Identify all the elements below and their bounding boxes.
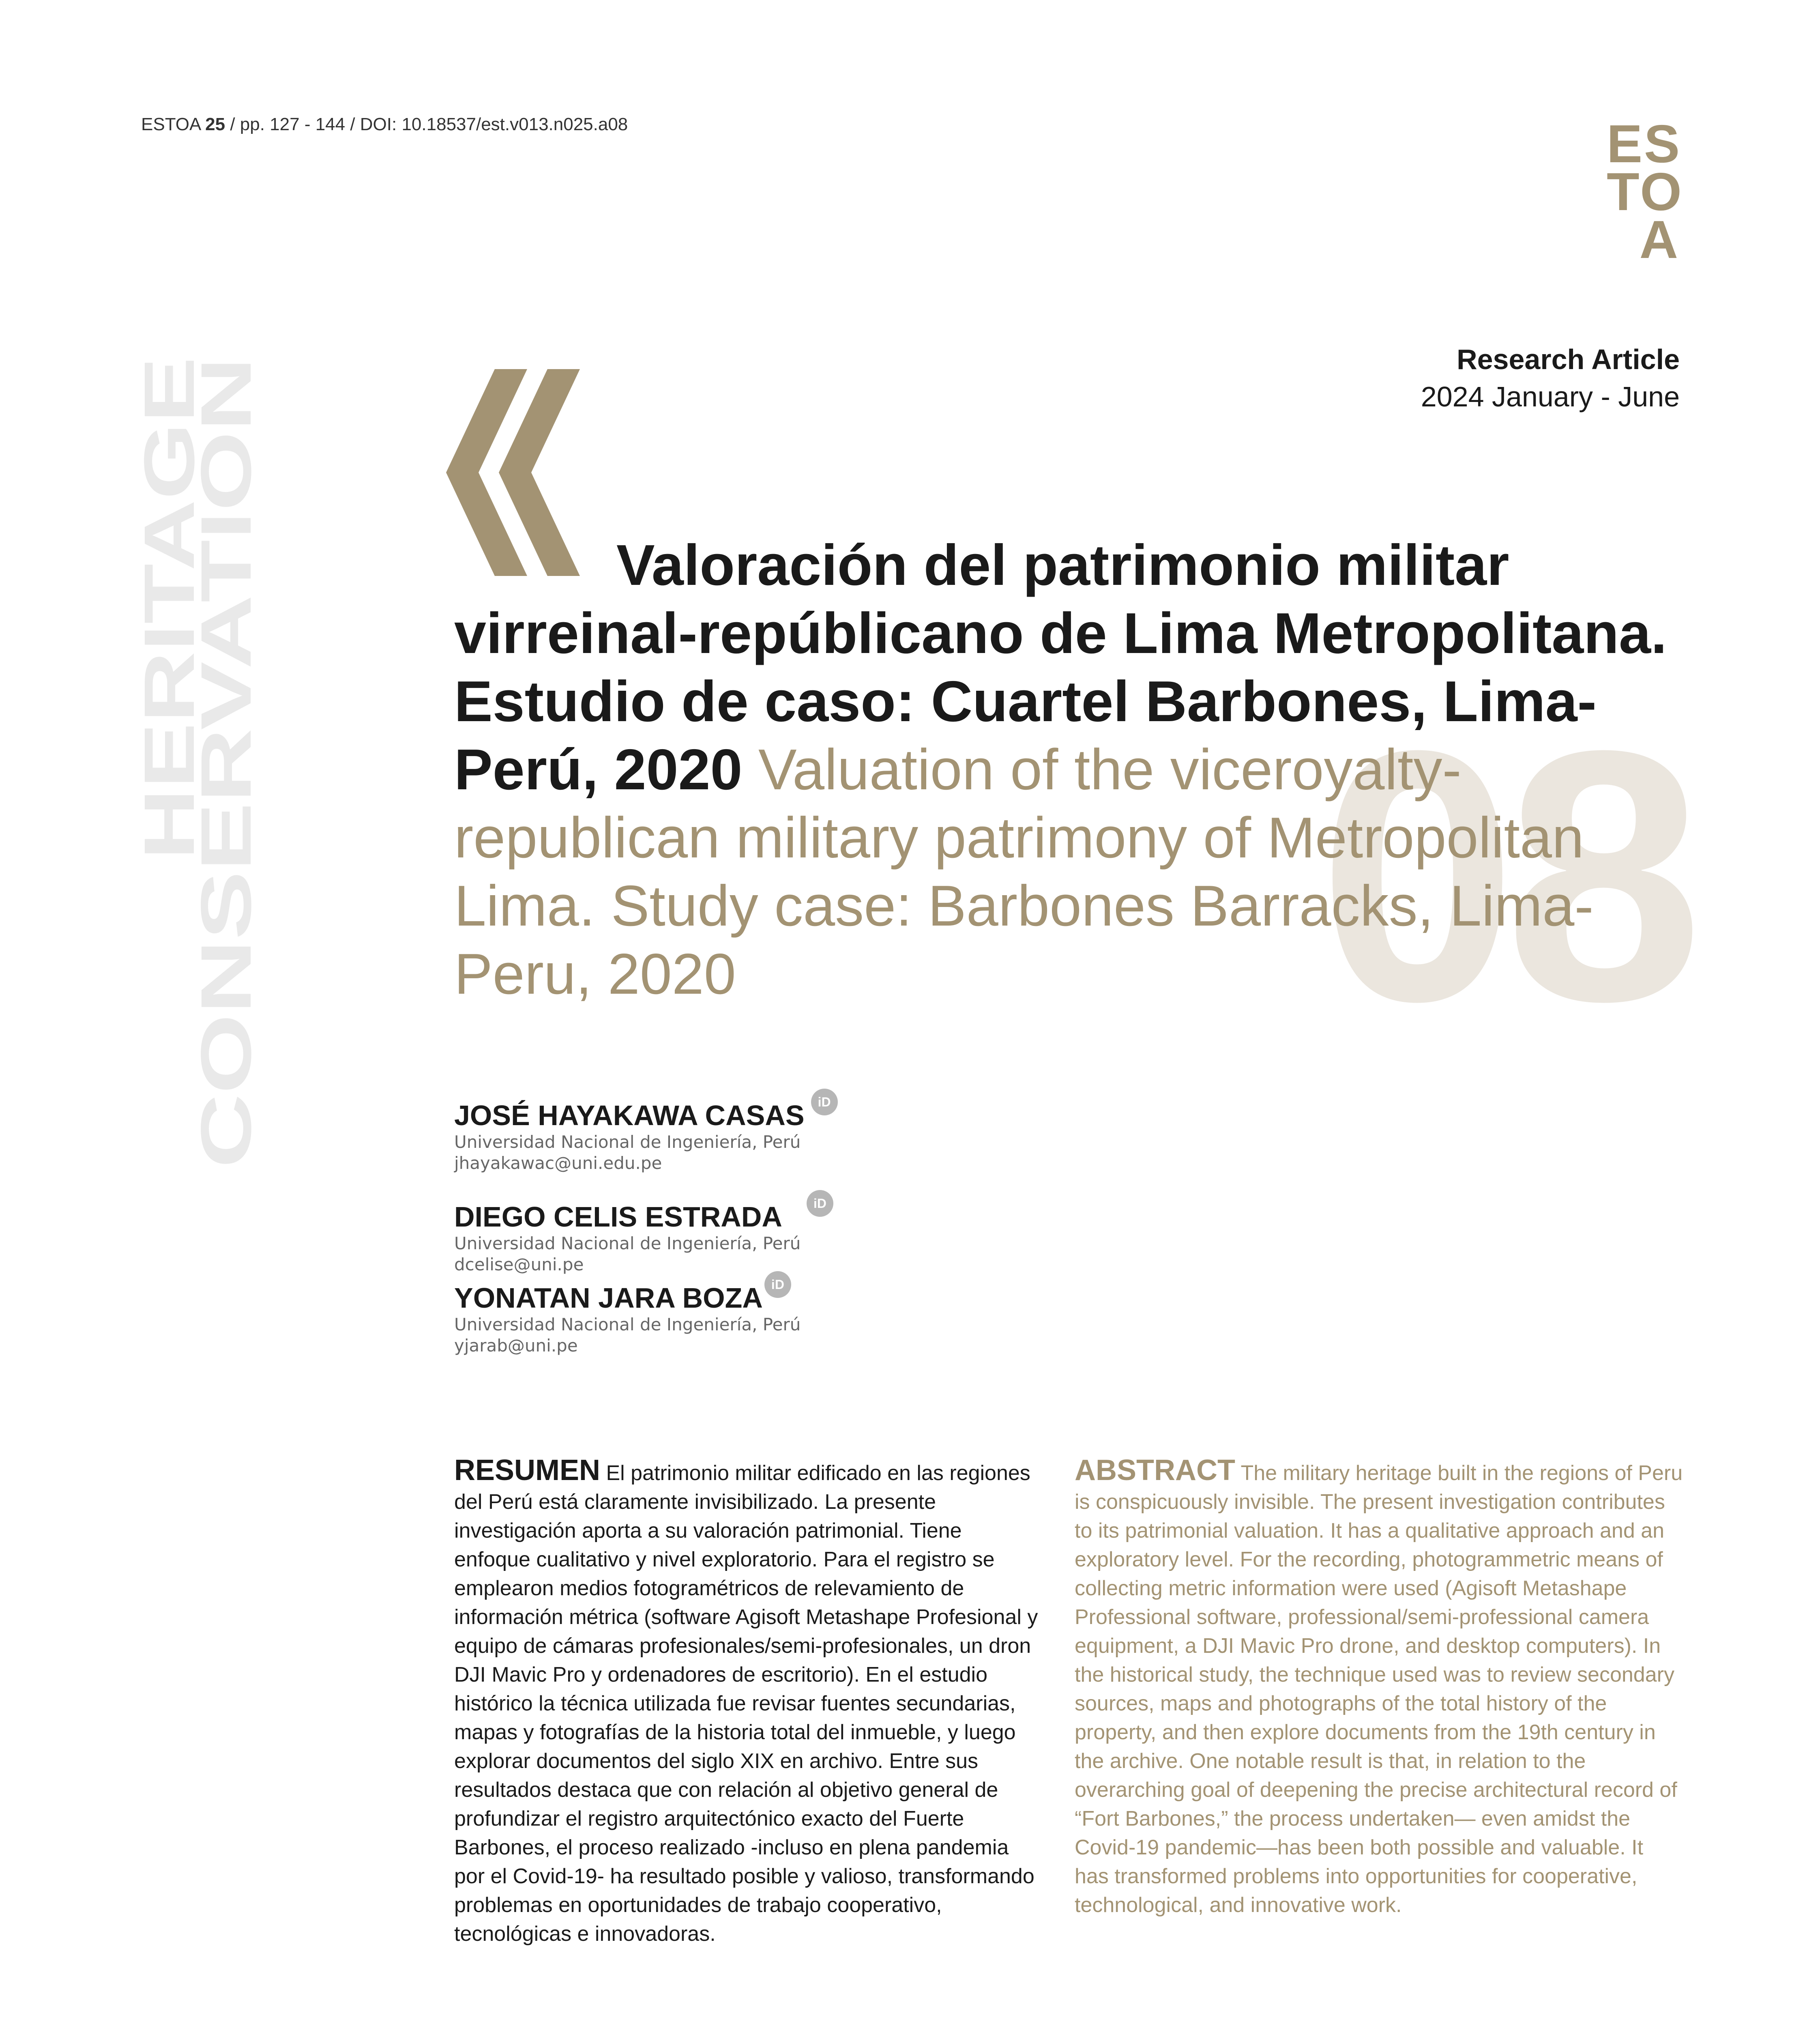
author-affiliation: Universidad Nacional de Ingeniería, Perú bbox=[454, 1315, 801, 1334]
article-title bbox=[454, 531, 1711, 1008]
logo-line: TO bbox=[1607, 162, 1683, 221]
orcid-icon[interactable]: iD bbox=[807, 1190, 833, 1217]
author-block bbox=[454, 1277, 981, 1356]
resumen-block bbox=[454, 1456, 1042, 1949]
logo-line: ES bbox=[1607, 114, 1682, 174]
estoa-logo bbox=[1607, 114, 1683, 269]
orcid-icon[interactable]: iD bbox=[764, 1271, 791, 1298]
side-title-svg bbox=[130, 349, 266, 1168]
title-english: Valuation of the viceroyalty-republican military patrimony of Metropolitan Lima. Study case: Barbones Barracks, Lima-Peru, 2020 bbox=[454, 737, 1594, 1006]
author-name: JOSÉ HAYAKAWA CASAS bbox=[454, 1100, 805, 1131]
side-title-line2: CONSERVATION bbox=[187, 605, 266, 1168]
title-spanish: Valoración del patrimonio militar virreinal-repúblicano de Lima Metropolitana. Estudio de caso: Cuartel Barbones, Lima-Perú, 2020 bbox=[454, 533, 1667, 802]
journal-volume: 25 bbox=[205, 114, 225, 134]
author-affiliation: Universidad Nacional de Ingeniería, Perú bbox=[454, 1233, 801, 1253]
article-number-watermark: 08 bbox=[1318, 677, 1691, 1075]
author-block bbox=[454, 1095, 981, 1174]
article-type: Research Article bbox=[1457, 344, 1680, 375]
author-name: YONATAN JARA BOZA bbox=[454, 1282, 763, 1314]
running-header bbox=[141, 114, 628, 135]
side-title-line1: HERITAGE bbox=[130, 496, 209, 860]
author-email[interactable]: jhayakawac@uni.edu.pe bbox=[454, 1153, 662, 1173]
abstract-block bbox=[1075, 1456, 1683, 1920]
pages-doi: / pp. 127 - 144 / DOI: 10.18537/est.v013.n025.a08 bbox=[230, 114, 628, 134]
author-name: DIEGO CELIS ESTRADA bbox=[454, 1201, 782, 1233]
journal-name: ESTOA bbox=[141, 114, 200, 134]
author-affiliation: Universidad Nacional de Ingeniería, Perú bbox=[454, 1132, 801, 1152]
abstract-text: The military heritage built in the regions of Peru is conspicuously invisible. The present investigation contributes to its patrimonial valuation. It has a qualitative approach and an exploratory level. For the recording, photogrammetric means of collecting metric information were used (Agisoft Metashape Professional software, professional/semi-professional camera equipment, a DJI Mavic Pro drone, and desktop computers). In the historical study, the technique used was to review secondary sources, maps and photographs of the total history of the property, and then explore documents from the 19th century in the archive. One notable result is that, in relation to the overarching goal of deepening the precise architectural record of “Fort Barbones,” the process undertaken— even amidst the Covid-19 pandemic—has been both possible and valuable. It has transformed problems into opportunities for cooperative, technological, and innovative work. bbox=[1075, 1461, 1683, 1917]
orcid-icon[interactable]: iD bbox=[811, 1089, 838, 1115]
section-side-title bbox=[130, 349, 266, 1168]
article-period: 2024 January - June bbox=[1421, 381, 1680, 412]
author-email[interactable]: dcelise@uni.pe bbox=[454, 1255, 584, 1274]
article-type-block bbox=[1421, 341, 1680, 415]
resumen-text: El patrimonio militar edificado en las regiones del Perú está claramente invisibilizado. La presente investigación aporta a su valoración patrimonial. Tiene enfoque cualitativo y nivel exploratorio. Para el registro se emplearon medios fotogramétricos de relevamiento de información métrica (software Agisoft Metashape Profesional y equipo de cámaras profesionales/semi-profesionales, un dron DJI Mavic Pro y ordenadores de escritorio). En el estudio histórico la técnica utilizada fue revisar fuentes secundarias, mapas y fotografías de la historia total del inmueble, y luego explorar documentos del siglo XIX en archivo. Entre sus resultados destaca que con relación al objetivo general de profundizar el registro arquitectónico exacto del Fuerte Barbones, el proceso realizado -incluso en plena pandemia por el Covid-19- ha resultado posible y valioso, transformando problemas en oportunidades de trabajo cooperativo, tecnológicas e innovadoras. bbox=[454, 1461, 1038, 1946]
abstract-heading: ABSTRACT bbox=[1075, 1454, 1235, 1487]
resumen-heading: RESUMEN bbox=[454, 1454, 601, 1487]
author-block bbox=[454, 1196, 981, 1275]
logo-line: A bbox=[1639, 210, 1680, 269]
author-email[interactable]: yjarab@uni.pe bbox=[454, 1336, 578, 1356]
